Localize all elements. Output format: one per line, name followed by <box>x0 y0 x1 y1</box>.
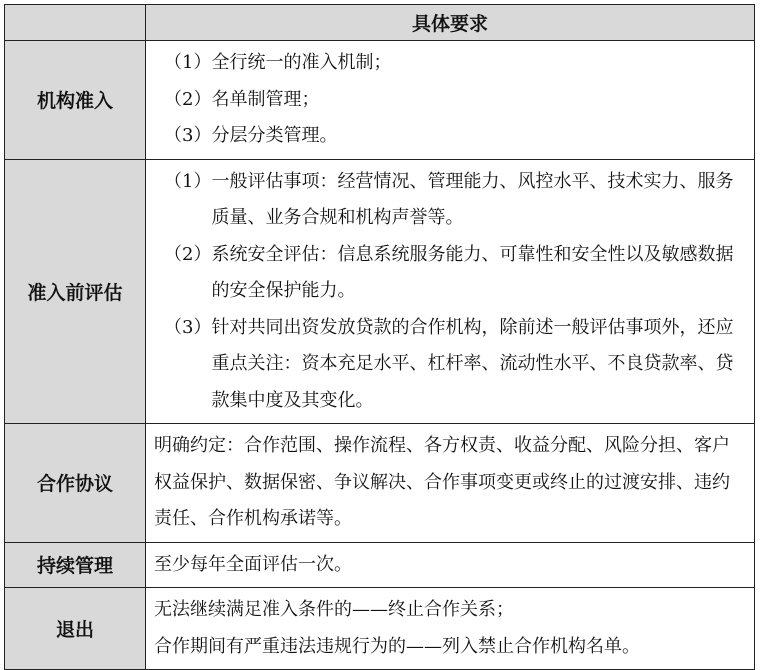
list-item <box>154 164 746 237</box>
item-number: （3） <box>164 125 212 146</box>
exit-line: 无法继续满足准入条件的——终止合作关系； <box>154 599 514 620</box>
table-row <box>5 159 755 424</box>
item-text: 名单制管理； <box>211 88 320 110</box>
list-item <box>154 310 746 420</box>
row-content: 明确约定：合作范围、操作流程、各方权责、收益分配、风险分担、客户权益保护、数据保密、争议解决、合作事项变更或终止的过渡安排、违约责任、合作机构承诺等。 <box>146 424 755 543</box>
row-content <box>146 41 755 160</box>
list-item <box>154 237 746 310</box>
item-number: （2） <box>164 243 212 265</box>
table-row <box>5 424 755 543</box>
row-label: 合作协议 <box>5 424 146 543</box>
requirements-table <box>4 4 755 670</box>
item-text: 分层分类管理。 <box>211 125 338 146</box>
table-row <box>5 41 755 160</box>
table-row <box>5 588 755 670</box>
list-item <box>154 45 746 82</box>
item-number: （2） <box>164 88 212 110</box>
row-content <box>146 159 755 424</box>
header-blank-cell <box>5 5 146 41</box>
item-text: 系统安全评估：信息系统服务能力、可靠性和安全性以及敏感数据的安全保护能力。 <box>211 243 734 301</box>
item-number: （1） <box>164 170 212 192</box>
row-label: 机构准入 <box>5 41 146 160</box>
row-content <box>146 588 755 670</box>
row-label: 准入前评估 <box>5 159 146 424</box>
item-text: 一般评估事项：经营情况、管理能力、风控水平、技术实力、服务质量、业务合规和机构声誉等。 <box>211 170 734 228</box>
list-item <box>154 82 746 119</box>
row-label: 持续管理 <box>5 542 146 588</box>
item-number: （3） <box>164 316 212 338</box>
row-label: 退出 <box>5 588 146 670</box>
exit-line: 合作期间有严重违法违规行为的——列入禁止合作机构名单。 <box>154 635 640 657</box>
table-header-row <box>5 5 755 41</box>
table-row <box>5 542 755 588</box>
item-number: （1） <box>164 52 212 73</box>
list-item <box>154 118 746 155</box>
header-requirements: 具体要求 <box>146 5 755 41</box>
item-text: 全行统一的准入机制； <box>211 52 392 73</box>
row-content: 至少每年全面评估一次。 <box>146 542 755 588</box>
item-text: 针对共同出资发放贷款的合作机构，除前述一般评估事项外，还应重点关注：资本充足水平、杠杆率、流动性水平、不良贷款率、贷款集中度及其变化。 <box>211 316 734 411</box>
